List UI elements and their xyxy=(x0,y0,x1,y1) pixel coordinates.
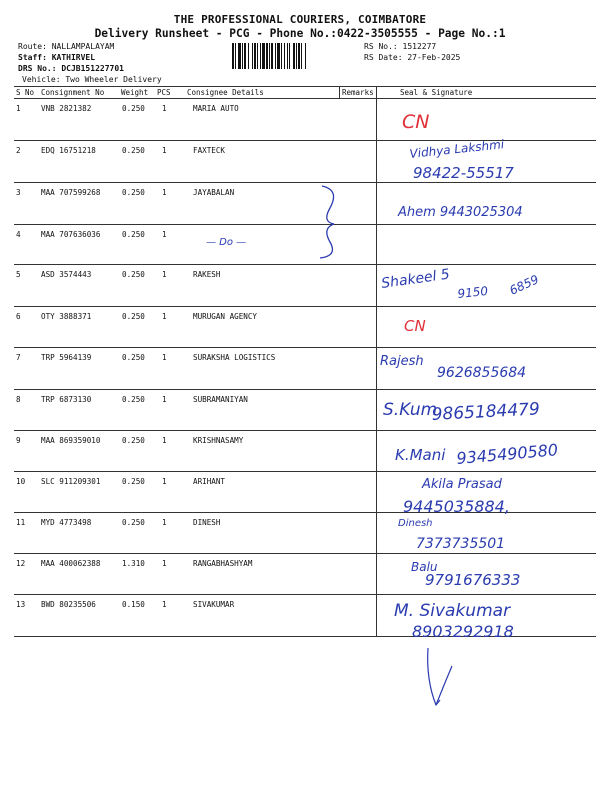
cell-weight: 0.250 xyxy=(122,188,145,197)
cell-weight: 0.250 xyxy=(122,104,145,113)
handwritten-name-row5: Shakeel 5 xyxy=(380,266,451,292)
cell-weight: 0.250 xyxy=(122,436,145,445)
cell-sno: 8 xyxy=(16,395,21,404)
cell-consignee: MURUGAN AGENCY xyxy=(193,312,258,321)
cell-consignment: EDQ 16751218 xyxy=(41,146,96,155)
handwritten-cn-row1: CN xyxy=(402,111,430,133)
handwritten-phone-row8: 9865184479 xyxy=(431,399,541,425)
cell-consignment: MAA 707636036 xyxy=(41,230,101,239)
cell-consignee: MARIA AUTO xyxy=(193,104,239,113)
header-pcs: PCS xyxy=(157,88,171,97)
handwritten-name-row9: K.Mani xyxy=(395,446,446,464)
cell-weight: 0.250 xyxy=(122,312,145,321)
handwritten-phone-row9: 9345490580 xyxy=(455,440,559,468)
cell-consignment: SLC 911209301 xyxy=(41,477,101,486)
handwritten-name-row13: M. Sivakumar xyxy=(394,601,511,621)
handwritten-name-row11: Dinesh xyxy=(398,518,433,529)
cell-sno: 5 xyxy=(16,270,21,279)
cell-sno: 10 xyxy=(16,477,26,486)
handwritten-phone-row13: 8903292918 xyxy=(412,622,514,641)
company-title: THE PROFESSIONAL COURIERS, COIMBATORE xyxy=(173,13,427,26)
handwritten-cn-row6: CN xyxy=(404,317,426,335)
cell-consignee: SIVAKUMAR xyxy=(193,600,235,609)
cell-sno: 13 xyxy=(16,600,26,609)
cell-pcs: 1 xyxy=(162,104,167,113)
cell-sno: 9 xyxy=(16,436,21,445)
header-sno: S No xyxy=(16,88,35,97)
cell-sno: 2 xyxy=(16,146,21,155)
cell-consignment: ASD 3574443 xyxy=(41,270,92,279)
cell-consignment: OTY 3888371 xyxy=(41,312,92,321)
handwritten-phone-row7: 9626855684 xyxy=(437,365,527,381)
cell-consignee: SUBRAMANIYAN xyxy=(193,395,248,404)
cell-consignment: TRP 5964139 xyxy=(41,353,92,362)
header-consignment: Consignment No xyxy=(41,88,105,97)
cell-consignment: MYD 4773498 xyxy=(41,518,92,527)
header-consignee: Consignee Details xyxy=(187,88,264,97)
cell-consignment: MAA 869359010 xyxy=(41,436,101,445)
cell-consignee: ARIHANT xyxy=(193,477,226,486)
handwritten-name-row10: Akila Prasad xyxy=(422,477,502,492)
cell-weight: 0.250 xyxy=(122,270,145,279)
cell-consignee: RAKESH xyxy=(193,270,221,279)
cell-consignee: RANGABHASHYAM xyxy=(193,559,253,568)
cell-pcs: 1 xyxy=(162,436,167,445)
rs-date: RS Date: 27-Feb-2025 xyxy=(364,53,461,62)
cell-sno: 6 xyxy=(16,312,21,321)
cell-weight: 0.150 xyxy=(122,600,145,609)
cell-consignee: SURAKSHA LOGISTICS xyxy=(193,353,276,362)
cell-weight: 0.250 xyxy=(122,146,145,155)
runsheet-subtitle: Delivery Runsheet - PCG - Phone No.:0422-3505555 - Page No.:1 xyxy=(94,27,506,40)
cell-sno: 7 xyxy=(16,353,21,362)
cell-consignment: MAA 707599268 xyxy=(41,188,101,197)
cell-pcs: 1 xyxy=(162,518,167,527)
handwritten-ditto-row4: — Do — xyxy=(206,237,247,248)
cell-consignee: KRISHNASAMY xyxy=(193,436,244,445)
cell-pcs: 1 xyxy=(162,188,167,197)
handwritten-name-row2: Vidhya Lakshmi xyxy=(408,137,505,161)
cell-pcs: 1 xyxy=(162,477,167,486)
cell-pcs: 1 xyxy=(162,146,167,155)
cell-weight: 0.250 xyxy=(122,477,145,486)
handwritten-name-row7: Rajesh xyxy=(380,354,424,369)
rs-number: RS No.: 1512277 xyxy=(364,42,437,51)
handwritten-row3: Ahem 9443025304 xyxy=(398,205,523,220)
cell-sno: 1 xyxy=(16,104,21,113)
cell-pcs: 1 xyxy=(162,559,167,568)
cell-consignment: VNB 2821382 xyxy=(41,104,92,113)
cell-pcs: 1 xyxy=(162,230,167,239)
cell-pcs: 1 xyxy=(162,312,167,321)
cell-weight: 0.250 xyxy=(122,353,145,362)
cell-pcs: 1 xyxy=(162,353,167,362)
bracket-mark-icon xyxy=(320,186,334,258)
staff-label: Staff: KATHIRVEL xyxy=(18,53,96,62)
header-signature: Seal & Signature xyxy=(400,88,473,97)
cell-weight: 1.310 xyxy=(122,559,145,568)
handwritten-num2-row5: 6859 xyxy=(507,272,541,298)
handwritten-phone-row11: 7373735501 xyxy=(416,536,506,552)
cell-sno: 4 xyxy=(16,230,21,239)
pen-stroke-icon xyxy=(428,648,452,705)
cell-consignment: TRP 6873130 xyxy=(41,395,92,404)
cell-weight: 0.250 xyxy=(122,395,145,404)
cell-consignment: BWD 80235506 xyxy=(41,600,96,609)
cell-pcs: 1 xyxy=(162,395,167,404)
cell-weight: 0.250 xyxy=(122,518,145,527)
cell-consignee: DINESH xyxy=(193,518,221,527)
cell-sno: 12 xyxy=(16,559,26,568)
cell-pcs: 1 xyxy=(162,270,167,279)
handwritten-num1-row5: 9150 xyxy=(456,283,489,301)
header-remarks: Remarks xyxy=(342,88,374,97)
handwritten-phone-row2: 98422-55517 xyxy=(413,164,514,182)
cell-consignee: JAYABALAN xyxy=(193,188,235,197)
header-weight: Weight xyxy=(121,88,149,97)
drs-number: DRS No.: DCJB151227701 xyxy=(18,64,124,73)
handwritten-name-row12: Balu xyxy=(411,560,438,574)
cell-consignee: FAXTECK xyxy=(193,146,226,155)
cell-pcs: 1 xyxy=(162,600,167,609)
route-label: Route: NALLAMPALAYAM xyxy=(18,42,115,51)
barcode-icon xyxy=(232,43,357,69)
cell-sno: 3 xyxy=(16,188,21,197)
cell-consignment: MAA 400062388 xyxy=(41,559,101,568)
cell-weight: 0.250 xyxy=(122,230,145,239)
cell-sno: 11 xyxy=(16,518,26,527)
handwritten-phone-row12: 9791676333 xyxy=(425,571,521,589)
handwritten-phone-row10: 9445035884, xyxy=(403,497,510,516)
vehicle-label: Vehicle: Two Wheeler Delivery xyxy=(22,75,162,84)
handwritten-name-row8: S.Kum xyxy=(383,400,438,420)
